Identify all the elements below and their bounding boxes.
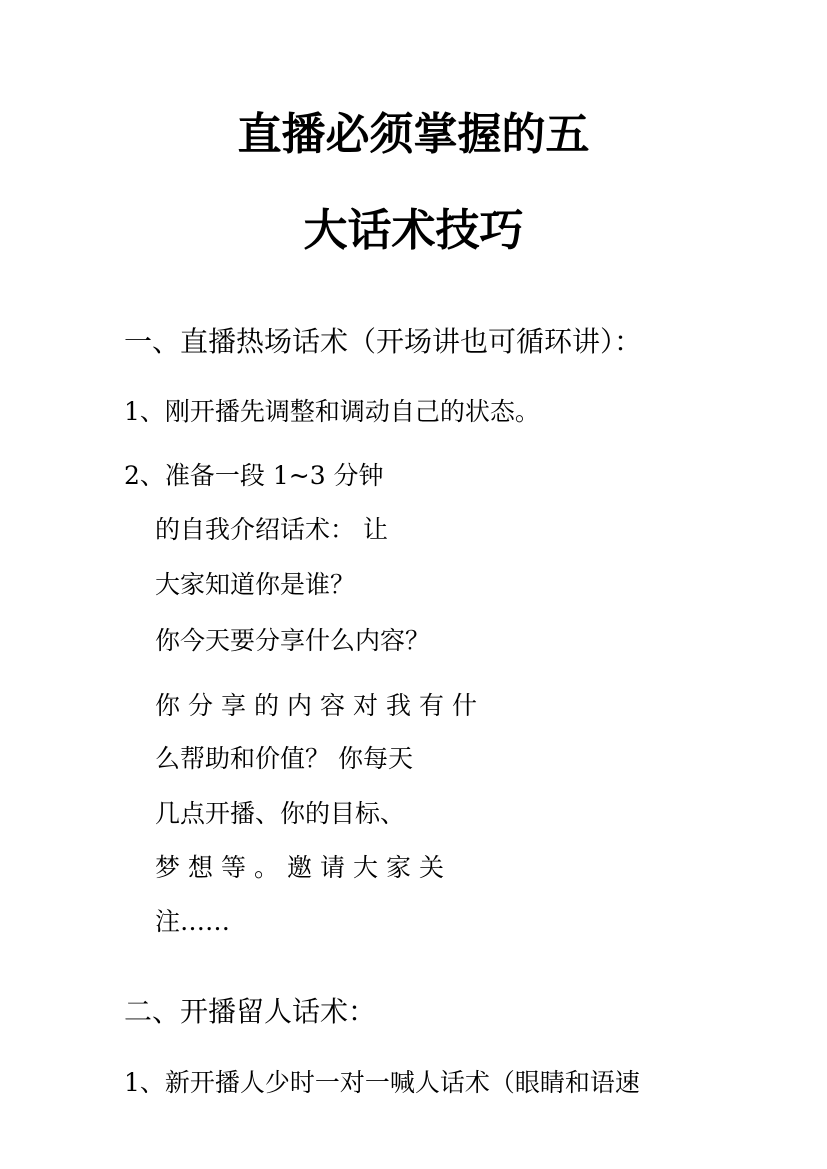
section-1-item-2-line-6: 么帮助和价值？ 你每天 [155, 744, 413, 773]
document-title-line-2: 大话术技巧 [303, 205, 524, 256]
section-1-item-1: 1、刚开播先调整和调动自己的状态。 [124, 397, 540, 426]
section-2-item-1: 1、新开播人少时一对一喊人话术（眼睛和语速 [124, 1068, 640, 1097]
section-1-item-2-line-7: 几点开播、你的目标、 [155, 799, 406, 828]
section-1-heading: 一、直播热场话术（开场讲也可循环讲）： [124, 325, 643, 358]
section-1-item-2-line-9: 注…… [155, 907, 231, 936]
document-title-line-1: 直播必须掌握的五 [237, 109, 590, 160]
section-1-item-2-line-8: 梦想等。邀请大家关 [155, 853, 453, 882]
section-1-item-2-line-5: 你分享的内容对我有什 [155, 691, 486, 720]
section-1-item-2-line-2: 的自我介绍话术： 让 [155, 515, 388, 544]
section-1-item-2-line-4: 你今天要分享什么内容？ [155, 626, 431, 655]
section-2-heading: 二、开播留人话术： [124, 995, 377, 1028]
section-1-item-2-line-3: 大家知道你是谁？ [155, 570, 356, 599]
section-1-item-2-line-1: 2、准备一段 1~3 分钟 [124, 461, 384, 490]
